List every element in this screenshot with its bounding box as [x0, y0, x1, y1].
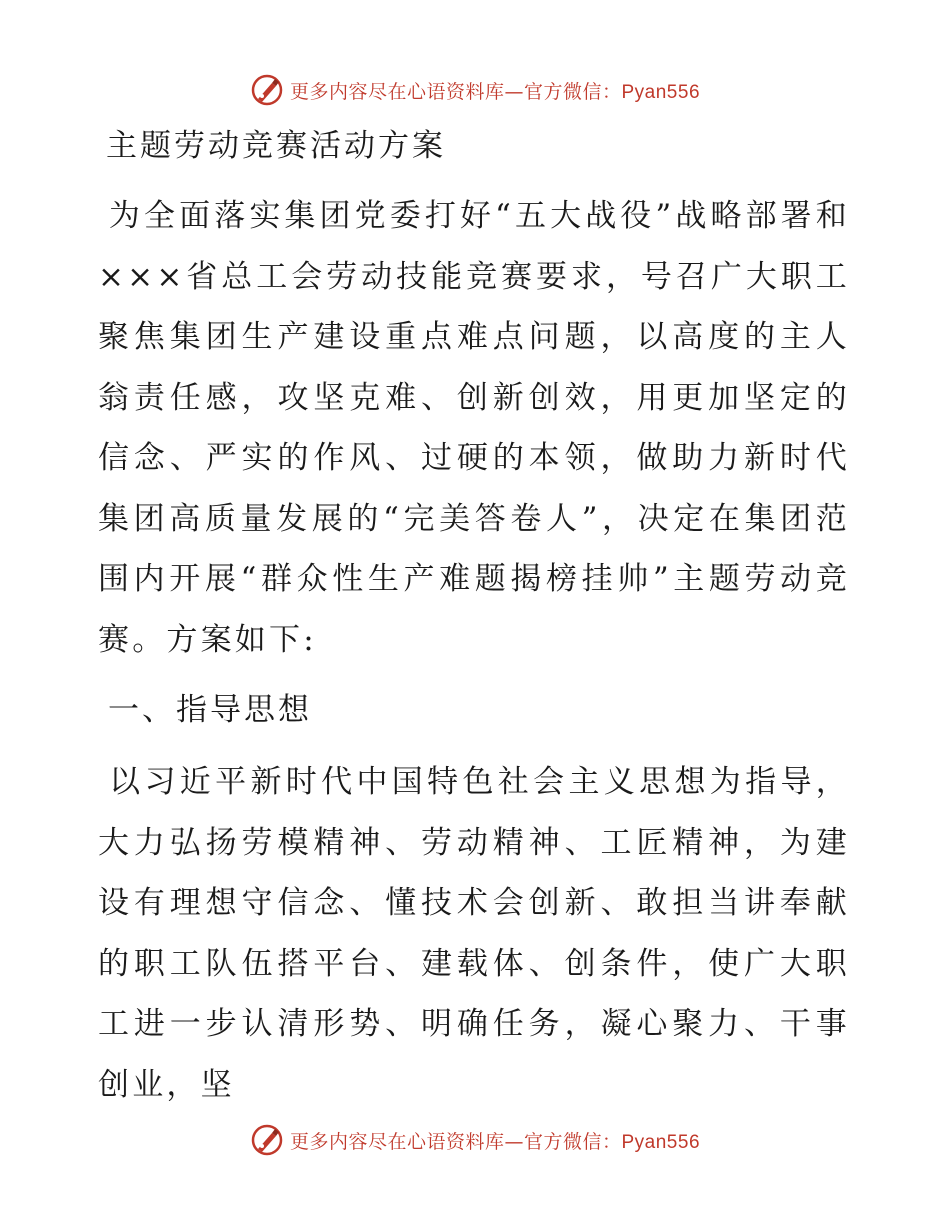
pen-logo-icon — [250, 1123, 284, 1157]
banner-separator: — — [504, 1130, 524, 1153]
banner-text — [290, 77, 700, 104]
banner-text — [290, 1127, 700, 1154]
section-heading-guiding-ideology: 一、指导思想 — [108, 692, 312, 728]
banner-account: Pyan556 — [621, 81, 701, 103]
intro-paragraph — [98, 186, 850, 670]
section-text: 以习近平新时代中国特色社会主义思想为指导，大力弘扬劳模精神、劳动精神、工匠精神，为建设有理想守信念、懂技术会创新、敢担当讲奉献的职工队伍搭平台、建载体、创条件，使广大职工进一步认清形势、明确任务，凝心聚力、干事创业，坚 — [98, 764, 850, 1103]
footer-banner — [0, 1120, 950, 1160]
header-banner — [0, 70, 950, 110]
pen-logo-icon — [250, 73, 284, 107]
banner-separator: — — [504, 80, 524, 103]
banner-label: 官方微信： — [523, 1130, 622, 1153]
banner-label: 官方微信： — [523, 80, 622, 103]
banner-account: Pyan556 — [621, 1131, 701, 1153]
banner-main-text: 更多内容尽在心语资料库 — [289, 1130, 505, 1153]
document-title: 主题劳动竞赛活动方案 — [106, 128, 446, 164]
intro-text: 为全面落实集团党委打好“五大战役”战略部署和×××省总工会劳动技能竞赛要求，号召广大职工聚焦集团生产建设重点难点问题，以高度的主人翁责任感，攻坚克难、创新创效，用更加坚定的信念、严实的作风、过硬的本领，做助力新时代集团高质量发展的“完美答卷人”，决定在集团范围内开展“群众性生产难题揭榜挂帅”主题劳动竞赛。方案如下: — [98, 198, 850, 658]
section-paragraph — [98, 752, 850, 1115]
document-body — [98, 120, 850, 1115]
banner-main-text: 更多内容尽在心语资料库 — [289, 80, 505, 103]
